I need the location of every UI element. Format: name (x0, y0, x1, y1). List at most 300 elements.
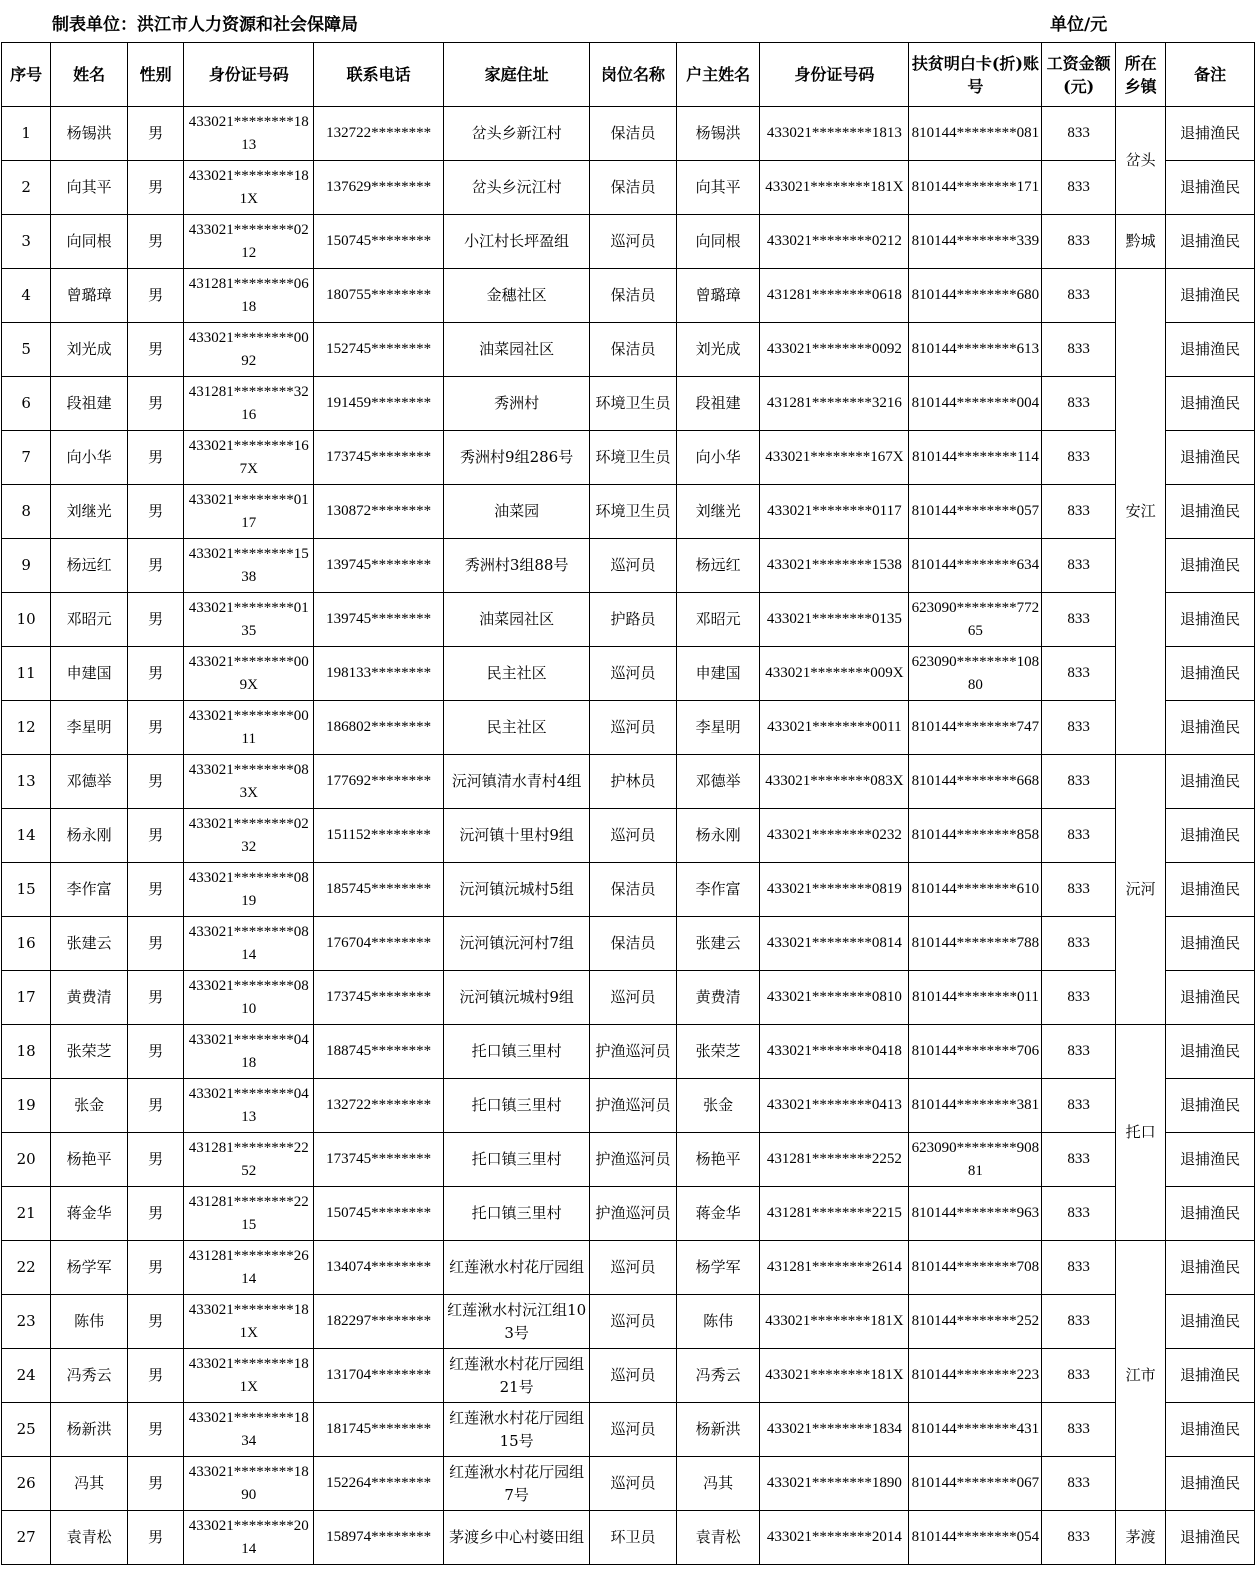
phone-number-cell: 182297******** (314, 1295, 444, 1349)
col-header-gender: 性别 (127, 43, 183, 107)
row-number-cell: 12 (2, 701, 51, 755)
wage-amount-cell: 833 (1042, 1079, 1116, 1133)
phone-number-cell: 132722******** (314, 107, 444, 161)
note-cell: 退捕渔民 (1166, 917, 1255, 971)
household-head-id-cell: 433021********1834 (760, 1403, 909, 1457)
wage-amount-cell: 833 (1042, 269, 1116, 323)
table-row (2, 269, 1255, 323)
note-cell: 退捕渔民 (1166, 431, 1255, 485)
wage-amount-cell: 833 (1042, 755, 1116, 809)
phone-number-cell: 198133******** (314, 647, 444, 701)
person-name-cell: 杨学军 (51, 1241, 128, 1295)
table-row (2, 215, 1255, 269)
row-number-cell: 22 (2, 1241, 51, 1295)
bank-account-cell: 810144********252 (909, 1295, 1042, 1349)
gender-cell: 男 (127, 1133, 183, 1187)
row-number-cell: 19 (2, 1079, 51, 1133)
home-address-cell: 油菜园 (444, 485, 590, 539)
note-cell: 退捕渔民 (1166, 323, 1255, 377)
household-head-name-cell: 李星明 (676, 701, 760, 755)
wage-amount-cell: 833 (1042, 215, 1116, 269)
note-cell: 退捕渔民 (1166, 1295, 1255, 1349)
id-number-cell: 433021********0418 (184, 1025, 314, 1079)
id-number-cell: 433021********0011 (184, 701, 314, 755)
phone-number-cell: 139745******** (314, 593, 444, 647)
note-cell: 退捕渔民 (1166, 809, 1255, 863)
person-name-cell: 张荣芝 (51, 1025, 128, 1079)
note-cell: 退捕渔民 (1166, 971, 1255, 1025)
household-head-id-cell: 433021********0011 (760, 701, 909, 755)
bank-account-cell: 810144********054 (909, 1511, 1042, 1565)
phone-number-cell: 150745******** (314, 1187, 444, 1241)
household-head-id-cell: 433021********0092 (760, 323, 909, 377)
bank-account-cell: 623090********90881 (909, 1133, 1042, 1187)
col-header-wage: 工资金额(元) (1042, 43, 1116, 107)
table-row (2, 1133, 1255, 1187)
home-address-cell: 红莲湫水村花厅园组15号 (444, 1403, 590, 1457)
home-address-cell: 秀洲村9组286号 (444, 431, 590, 485)
post-name-cell: 巡河员 (590, 215, 677, 269)
home-address-cell: 秀洲村3组88号 (444, 539, 590, 593)
wage-amount-cell: 833 (1042, 809, 1116, 863)
post-name-cell: 巡河员 (590, 539, 677, 593)
person-name-cell: 曾璐璋 (51, 269, 128, 323)
note-cell: 退捕渔民 (1166, 755, 1255, 809)
row-number-cell: 24 (2, 1349, 51, 1403)
person-name-cell: 李作富 (51, 863, 128, 917)
phone-number-cell: 185745******** (314, 863, 444, 917)
post-name-cell: 巡河员 (590, 1349, 677, 1403)
home-address-cell: 红莲湫水村花厅园组21号 (444, 1349, 590, 1403)
wage-amount-cell: 833 (1042, 1025, 1116, 1079)
phone-number-cell: 173745******** (314, 1133, 444, 1187)
wage-amount-cell: 833 (1042, 323, 1116, 377)
row-number-cell: 26 (2, 1457, 51, 1511)
person-name-cell: 邓德举 (51, 755, 128, 809)
household-head-name-cell: 向同根 (676, 215, 760, 269)
col-header-phone: 联系电话 (314, 43, 444, 107)
row-number-cell: 6 (2, 377, 51, 431)
id-number-cell: 431281********3216 (184, 377, 314, 431)
person-name-cell: 刘继光 (51, 485, 128, 539)
home-address-cell: 托口镇三里村 (444, 1079, 590, 1133)
home-address-cell: 红莲湫水村花厅园组 (444, 1241, 590, 1295)
household-head-name-cell: 张金 (676, 1079, 760, 1133)
phone-number-cell: 152264******** (314, 1457, 444, 1511)
row-number-cell: 27 (2, 1511, 51, 1565)
household-head-name-cell: 邓德举 (676, 755, 760, 809)
household-head-name-cell: 刘光成 (676, 323, 760, 377)
note-cell: 退捕渔民 (1166, 1079, 1255, 1133)
col-header-id: 身份证号码 (184, 43, 314, 107)
phone-number-cell: 137629******** (314, 161, 444, 215)
id-number-cell: 433021********0135 (184, 593, 314, 647)
table-row (2, 701, 1255, 755)
home-address-cell: 岔头乡新江村 (444, 107, 590, 161)
id-number-cell: 433021********1538 (184, 539, 314, 593)
household-head-id-cell: 433021********083X (760, 755, 909, 809)
post-name-cell: 护林员 (590, 755, 677, 809)
wage-amount-cell: 833 (1042, 1295, 1116, 1349)
post-name-cell: 巡河员 (590, 701, 677, 755)
household-head-id-cell: 433021********0413 (760, 1079, 909, 1133)
id-number-cell: 433021********181X (184, 161, 314, 215)
row-number-cell: 10 (2, 593, 51, 647)
town-cell: 安江 (1115, 269, 1165, 755)
wage-amount-cell: 833 (1042, 917, 1116, 971)
post-name-cell: 环境卫生员 (590, 485, 677, 539)
row-number-cell: 1 (2, 107, 51, 161)
wage-amount-cell: 833 (1042, 1403, 1116, 1457)
id-number-cell: 433021********009X (184, 647, 314, 701)
table-row (2, 161, 1255, 215)
row-number-cell: 5 (2, 323, 51, 377)
row-number-cell: 16 (2, 917, 51, 971)
bank-account-cell: 810144********431 (909, 1403, 1042, 1457)
post-name-cell: 巡河员 (590, 1295, 677, 1349)
table-row (2, 593, 1255, 647)
phone-number-cell: 152745******** (314, 323, 444, 377)
col-header-town: 所在乡镇 (1115, 43, 1165, 107)
post-name-cell: 环卫员 (590, 1511, 677, 1565)
bank-account-cell: 623090********10880 (909, 647, 1042, 701)
person-name-cell: 申建国 (51, 647, 128, 701)
bank-account-cell: 810144********706 (909, 1025, 1042, 1079)
household-head-id-cell: 433021********0232 (760, 809, 909, 863)
home-address-cell: 小江村长坪盈组 (444, 215, 590, 269)
row-number-cell: 13 (2, 755, 51, 809)
note-cell: 退捕渔民 (1166, 107, 1255, 161)
household-head-name-cell: 向其平 (676, 161, 760, 215)
post-name-cell: 巡河员 (590, 1241, 677, 1295)
bank-account-cell: 810144********011 (909, 971, 1042, 1025)
row-number-cell: 17 (2, 971, 51, 1025)
household-head-name-cell: 杨永刚 (676, 809, 760, 863)
bank-account-cell: 810144********613 (909, 323, 1042, 377)
table-row (2, 431, 1255, 485)
gender-cell: 男 (127, 215, 183, 269)
gender-cell: 男 (127, 1079, 183, 1133)
home-address-cell: 茅渡乡中心村婆田组 (444, 1511, 590, 1565)
phone-number-cell: 191459******** (314, 377, 444, 431)
table-row (2, 107, 1255, 161)
table-row (2, 1457, 1255, 1511)
household-head-id-cell: 433021********0135 (760, 593, 909, 647)
id-number-cell: 431281********2614 (184, 1241, 314, 1295)
wage-amount-cell: 833 (1042, 1457, 1116, 1511)
wage-amount-cell: 833 (1042, 1511, 1116, 1565)
home-address-cell: 沅河镇十里村9组 (444, 809, 590, 863)
phone-number-cell: 130872******** (314, 485, 444, 539)
id-number-cell: 433021********181X (184, 1349, 314, 1403)
person-name-cell: 黄费清 (51, 971, 128, 1025)
household-head-id-cell: 433021********0117 (760, 485, 909, 539)
household-head-id-cell: 433021********181X (760, 1295, 909, 1349)
note-cell: 退捕渔民 (1166, 1457, 1255, 1511)
table-body (2, 107, 1255, 1565)
household-head-id-cell: 431281********3216 (760, 377, 909, 431)
note-cell: 退捕渔民 (1166, 215, 1255, 269)
post-name-cell: 巡河员 (590, 1403, 677, 1457)
household-head-name-cell: 杨远红 (676, 539, 760, 593)
post-name-cell: 护路员 (590, 593, 677, 647)
gender-cell: 男 (127, 593, 183, 647)
note-cell: 退捕渔民 (1166, 647, 1255, 701)
home-address-cell: 托口镇三里村 (444, 1133, 590, 1187)
row-number-cell: 15 (2, 863, 51, 917)
household-head-id-cell: 433021********1538 (760, 539, 909, 593)
col-header-address: 家庭住址 (444, 43, 590, 107)
household-head-id-cell: 433021********167X (760, 431, 909, 485)
gender-cell: 男 (127, 809, 183, 863)
id-number-cell: 433021********1813 (184, 107, 314, 161)
wage-amount-cell: 833 (1042, 161, 1116, 215)
row-number-cell: 11 (2, 647, 51, 701)
home-address-cell: 民主社区 (444, 647, 590, 701)
gender-cell: 男 (127, 539, 183, 593)
row-number-cell: 25 (2, 1403, 51, 1457)
phone-number-cell: 176704******** (314, 917, 444, 971)
gender-cell: 男 (127, 971, 183, 1025)
home-address-cell: 沅河镇沅河村7组 (444, 917, 590, 971)
person-name-cell: 杨新洪 (51, 1403, 128, 1457)
household-head-name-cell: 曾璐璋 (676, 269, 760, 323)
person-name-cell: 冯秀云 (51, 1349, 128, 1403)
home-address-cell: 沅河镇清水青村4组 (444, 755, 590, 809)
gender-cell: 男 (127, 1295, 183, 1349)
gender-cell: 男 (127, 1349, 183, 1403)
note-cell: 退捕渔民 (1166, 701, 1255, 755)
col-header-household-head: 户主姓名 (676, 43, 760, 107)
home-address-cell: 沅河镇沅城村9组 (444, 971, 590, 1025)
bank-account-cell: 810144********067 (909, 1457, 1042, 1511)
gender-cell: 男 (127, 1187, 183, 1241)
town-cell: 茅渡 (1115, 1511, 1165, 1565)
bank-account-cell: 810144********963 (909, 1187, 1042, 1241)
wage-amount-cell: 833 (1042, 539, 1116, 593)
gender-cell: 男 (127, 377, 183, 431)
table-row (2, 863, 1255, 917)
table-row (2, 917, 1255, 971)
post-name-cell: 保洁员 (590, 863, 677, 917)
household-head-id-cell: 431281********0618 (760, 269, 909, 323)
phone-number-cell: 150745******** (314, 215, 444, 269)
phone-number-cell: 180755******** (314, 269, 444, 323)
wage-amount-cell: 833 (1042, 1241, 1116, 1295)
home-address-cell: 秀洲村 (444, 377, 590, 431)
household-head-name-cell: 段祖建 (676, 377, 760, 431)
row-number-cell: 3 (2, 215, 51, 269)
household-head-id-cell: 433021********2014 (760, 1511, 909, 1565)
note-cell: 退捕渔民 (1166, 1403, 1255, 1457)
town-cell: 托口 (1115, 1025, 1165, 1241)
town-cell: 岔头 (1115, 107, 1165, 215)
household-head-name-cell: 张建云 (676, 917, 760, 971)
note-cell: 退捕渔民 (1166, 485, 1255, 539)
post-name-cell: 保洁员 (590, 161, 677, 215)
note-cell: 退捕渔民 (1166, 1241, 1255, 1295)
household-head-name-cell: 蒋金华 (676, 1187, 760, 1241)
bank-account-cell: 810144********339 (909, 215, 1042, 269)
bank-account-cell: 810144********081 (909, 107, 1042, 161)
id-number-cell: 433021********0819 (184, 863, 314, 917)
bank-account-cell: 810144********223 (909, 1349, 1042, 1403)
wage-amount-cell: 833 (1042, 1187, 1116, 1241)
post-name-cell: 护渔巡河员 (590, 1025, 677, 1079)
table-row (2, 1079, 1255, 1133)
id-number-cell: 433021********0413 (184, 1079, 314, 1133)
person-name-cell: 段祖建 (51, 377, 128, 431)
home-address-cell: 民主社区 (444, 701, 590, 755)
bank-account-cell: 810144********610 (909, 863, 1042, 917)
gender-cell: 男 (127, 1241, 183, 1295)
household-head-id-cell: 433021********181X (760, 1349, 909, 1403)
id-number-cell: 433021********2014 (184, 1511, 314, 1565)
id-number-cell: 433021********1890 (184, 1457, 314, 1511)
post-name-cell: 护渔巡河员 (590, 1079, 677, 1133)
person-name-cell: 张金 (51, 1079, 128, 1133)
person-name-cell: 向同根 (51, 215, 128, 269)
note-cell: 退捕渔民 (1166, 1349, 1255, 1403)
table-row (2, 809, 1255, 863)
household-head-name-cell: 杨锡洪 (676, 107, 760, 161)
note-cell: 退捕渔民 (1166, 863, 1255, 917)
phone-number-cell: 181745******** (314, 1403, 444, 1457)
payroll-table (1, 42, 1255, 1565)
household-head-name-cell: 冯秀云 (676, 1349, 760, 1403)
home-address-cell: 红莲湫水村花厅园组7号 (444, 1457, 590, 1511)
household-head-id-cell: 433021********0814 (760, 917, 909, 971)
phone-number-cell: 151152******** (314, 809, 444, 863)
household-head-id-cell: 433021********1890 (760, 1457, 909, 1511)
table-row (2, 377, 1255, 431)
post-name-cell: 巡河员 (590, 647, 677, 701)
row-number-cell: 7 (2, 431, 51, 485)
table-row (2, 1403, 1255, 1457)
household-head-name-cell: 杨学军 (676, 1241, 760, 1295)
note-cell: 退捕渔民 (1166, 1133, 1255, 1187)
household-head-id-cell: 433021********0418 (760, 1025, 909, 1079)
note-cell: 退捕渔民 (1166, 377, 1255, 431)
id-number-cell: 433021********0814 (184, 917, 314, 971)
household-head-id-cell: 433021********0819 (760, 863, 909, 917)
post-name-cell: 护渔巡河员 (590, 1133, 677, 1187)
phone-number-cell: 132722******** (314, 1079, 444, 1133)
home-address-cell: 托口镇三里村 (444, 1187, 590, 1241)
bank-account-cell: 810144********634 (909, 539, 1042, 593)
person-name-cell: 蒋金华 (51, 1187, 128, 1241)
phone-number-cell: 186802******** (314, 701, 444, 755)
phone-number-cell: 139745******** (314, 539, 444, 593)
person-name-cell: 陈伟 (51, 1295, 128, 1349)
id-number-cell: 433021********083X (184, 755, 314, 809)
wage-amount-cell: 833 (1042, 647, 1116, 701)
col-header-no: 序号 (2, 43, 51, 107)
table-row (2, 1187, 1255, 1241)
household-head-id-cell: 431281********2614 (760, 1241, 909, 1295)
post-name-cell: 保洁员 (590, 323, 677, 377)
gender-cell: 男 (127, 863, 183, 917)
table-row (2, 755, 1255, 809)
person-name-cell: 刘光成 (51, 323, 128, 377)
table-row (2, 1295, 1255, 1349)
household-head-name-cell: 杨新洪 (676, 1403, 760, 1457)
household-head-name-cell: 张荣芝 (676, 1025, 760, 1079)
household-head-id-cell: 433021********0810 (760, 971, 909, 1025)
household-head-name-cell: 陈伟 (676, 1295, 760, 1349)
note-cell: 退捕渔民 (1166, 269, 1255, 323)
gender-cell: 男 (127, 755, 183, 809)
id-number-cell: 433021********0810 (184, 971, 314, 1025)
home-address-cell: 金穗社区 (444, 269, 590, 323)
phone-number-cell: 173745******** (314, 431, 444, 485)
household-head-name-cell: 申建国 (676, 647, 760, 701)
note-cell: 退捕渔民 (1166, 1025, 1255, 1079)
row-number-cell: 2 (2, 161, 51, 215)
wage-amount-cell: 833 (1042, 377, 1116, 431)
note-cell: 退捕渔民 (1166, 161, 1255, 215)
row-number-cell: 14 (2, 809, 51, 863)
col-header-name: 姓名 (51, 43, 128, 107)
table-row (2, 1241, 1255, 1295)
gender-cell: 男 (127, 647, 183, 701)
bank-account-cell: 810144********668 (909, 755, 1042, 809)
person-name-cell: 邓昭元 (51, 593, 128, 647)
person-name-cell: 向其平 (51, 161, 128, 215)
post-name-cell: 保洁员 (590, 917, 677, 971)
household-head-id-cell: 433021********0212 (760, 215, 909, 269)
id-number-cell: 433021********0212 (184, 215, 314, 269)
gender-cell: 男 (127, 1025, 183, 1079)
id-number-cell: 431281********0618 (184, 269, 314, 323)
home-address-cell: 红莲湫水村沅江组103号 (444, 1295, 590, 1349)
table-row (2, 323, 1255, 377)
home-address-cell: 岔头乡沅江村 (444, 161, 590, 215)
id-number-cell: 433021********0117 (184, 485, 314, 539)
bank-account-cell: 810144********680 (909, 269, 1042, 323)
person-name-cell: 张建云 (51, 917, 128, 971)
gender-cell: 男 (127, 431, 183, 485)
person-name-cell: 杨远红 (51, 539, 128, 593)
home-address-cell: 油菜园社区 (444, 323, 590, 377)
bank-account-cell: 810144********171 (909, 161, 1042, 215)
wage-amount-cell: 833 (1042, 971, 1116, 1025)
col-header-post: 岗位名称 (590, 43, 677, 107)
note-cell: 退捕渔民 (1166, 1187, 1255, 1241)
row-number-cell: 23 (2, 1295, 51, 1349)
wage-amount-cell: 833 (1042, 701, 1116, 755)
phone-number-cell: 188745******** (314, 1025, 444, 1079)
bank-account-cell: 810144********381 (909, 1079, 1042, 1133)
household-head-name-cell: 袁青松 (676, 1511, 760, 1565)
id-number-cell: 433021********0092 (184, 323, 314, 377)
household-head-name-cell: 黄费清 (676, 971, 760, 1025)
wage-amount-cell: 833 (1042, 1133, 1116, 1187)
gender-cell: 男 (127, 161, 183, 215)
bank-account-cell: 810144********004 (909, 377, 1042, 431)
wage-amount-cell: 833 (1042, 593, 1116, 647)
wage-amount-cell: 833 (1042, 431, 1116, 485)
town-cell: 沅河 (1115, 755, 1165, 1025)
home-address-cell: 沅河镇沅城村5组 (444, 863, 590, 917)
household-head-id-cell: 431281********2252 (760, 1133, 909, 1187)
id-number-cell: 431281********2215 (184, 1187, 314, 1241)
phone-number-cell: 173745******** (314, 971, 444, 1025)
bank-account-cell: 810144********858 (909, 809, 1042, 863)
id-number-cell: 433021********1834 (184, 1403, 314, 1457)
note-cell: 退捕渔民 (1166, 1511, 1255, 1565)
row-number-cell: 8 (2, 485, 51, 539)
